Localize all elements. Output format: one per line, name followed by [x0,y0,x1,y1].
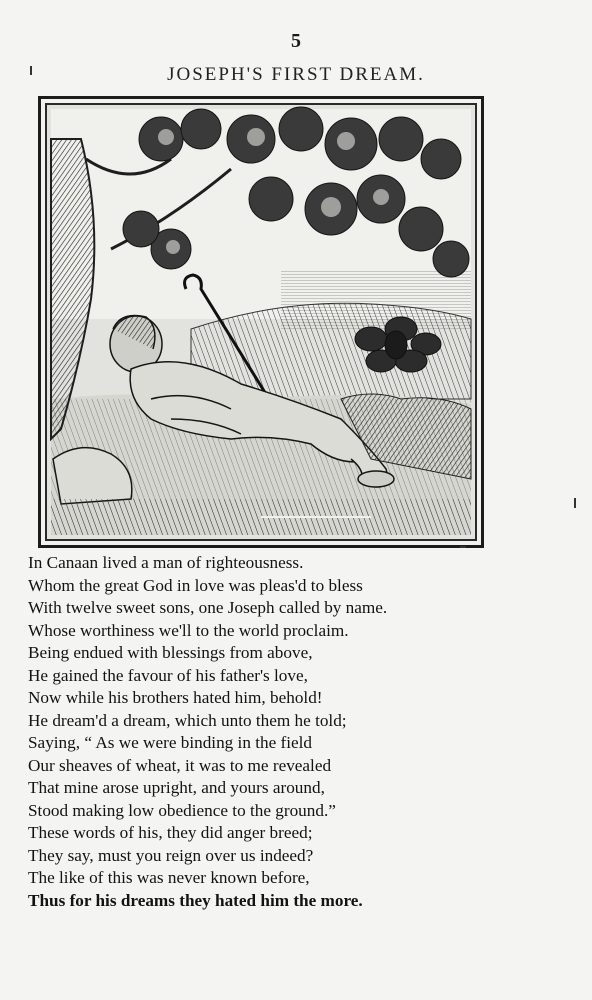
poem-text [28,552,578,912]
poem-line: Thus for his dreams they hated him the more. [28,890,363,910]
woodcut-sleeping-shepherd-icon [41,99,481,545]
poem-line: The like of this was never known before, [28,868,310,887]
poem-line: In Canaan lived a man of righteousness. [28,553,304,572]
poem-line: Our sheaves of wheat, it was to me revealed [28,755,332,775]
poem-line: Now while his brothers hated him, behold! [28,688,323,707]
print-mark [30,66,32,75]
poem-line: With twelve sweet sons, one Joseph called by name. [28,598,388,617]
poem-line: Stood making low obedience to the ground.” [28,800,336,820]
print-mark [460,546,466,548]
woodcut-illustration [38,96,484,548]
page-number: 5 [291,30,301,52]
poem-line: These words of his, they did anger breed; [28,823,313,842]
poem-line: Whose worthiness we'll to the world proclaim. [28,620,349,640]
poem-line: Whom the great God in love was pleas'd to bless [28,575,363,595]
page-title: JOSEPH'S FIRST DREAM. [167,64,425,85]
poem-line: Being endued with blessings from above, [28,643,313,662]
poem-line: He gained the favour of his father's love, [28,665,308,685]
print-mark [574,498,576,508]
poem-line: They say, must you reign over us indeed? [28,845,314,865]
poem-line: That mine arose upright, and yours around, [28,778,325,797]
poem-line: Saying, “ As we were binding in the field [28,733,313,752]
poem-line: He dream'd a dream, which unto them he told; [28,710,347,730]
